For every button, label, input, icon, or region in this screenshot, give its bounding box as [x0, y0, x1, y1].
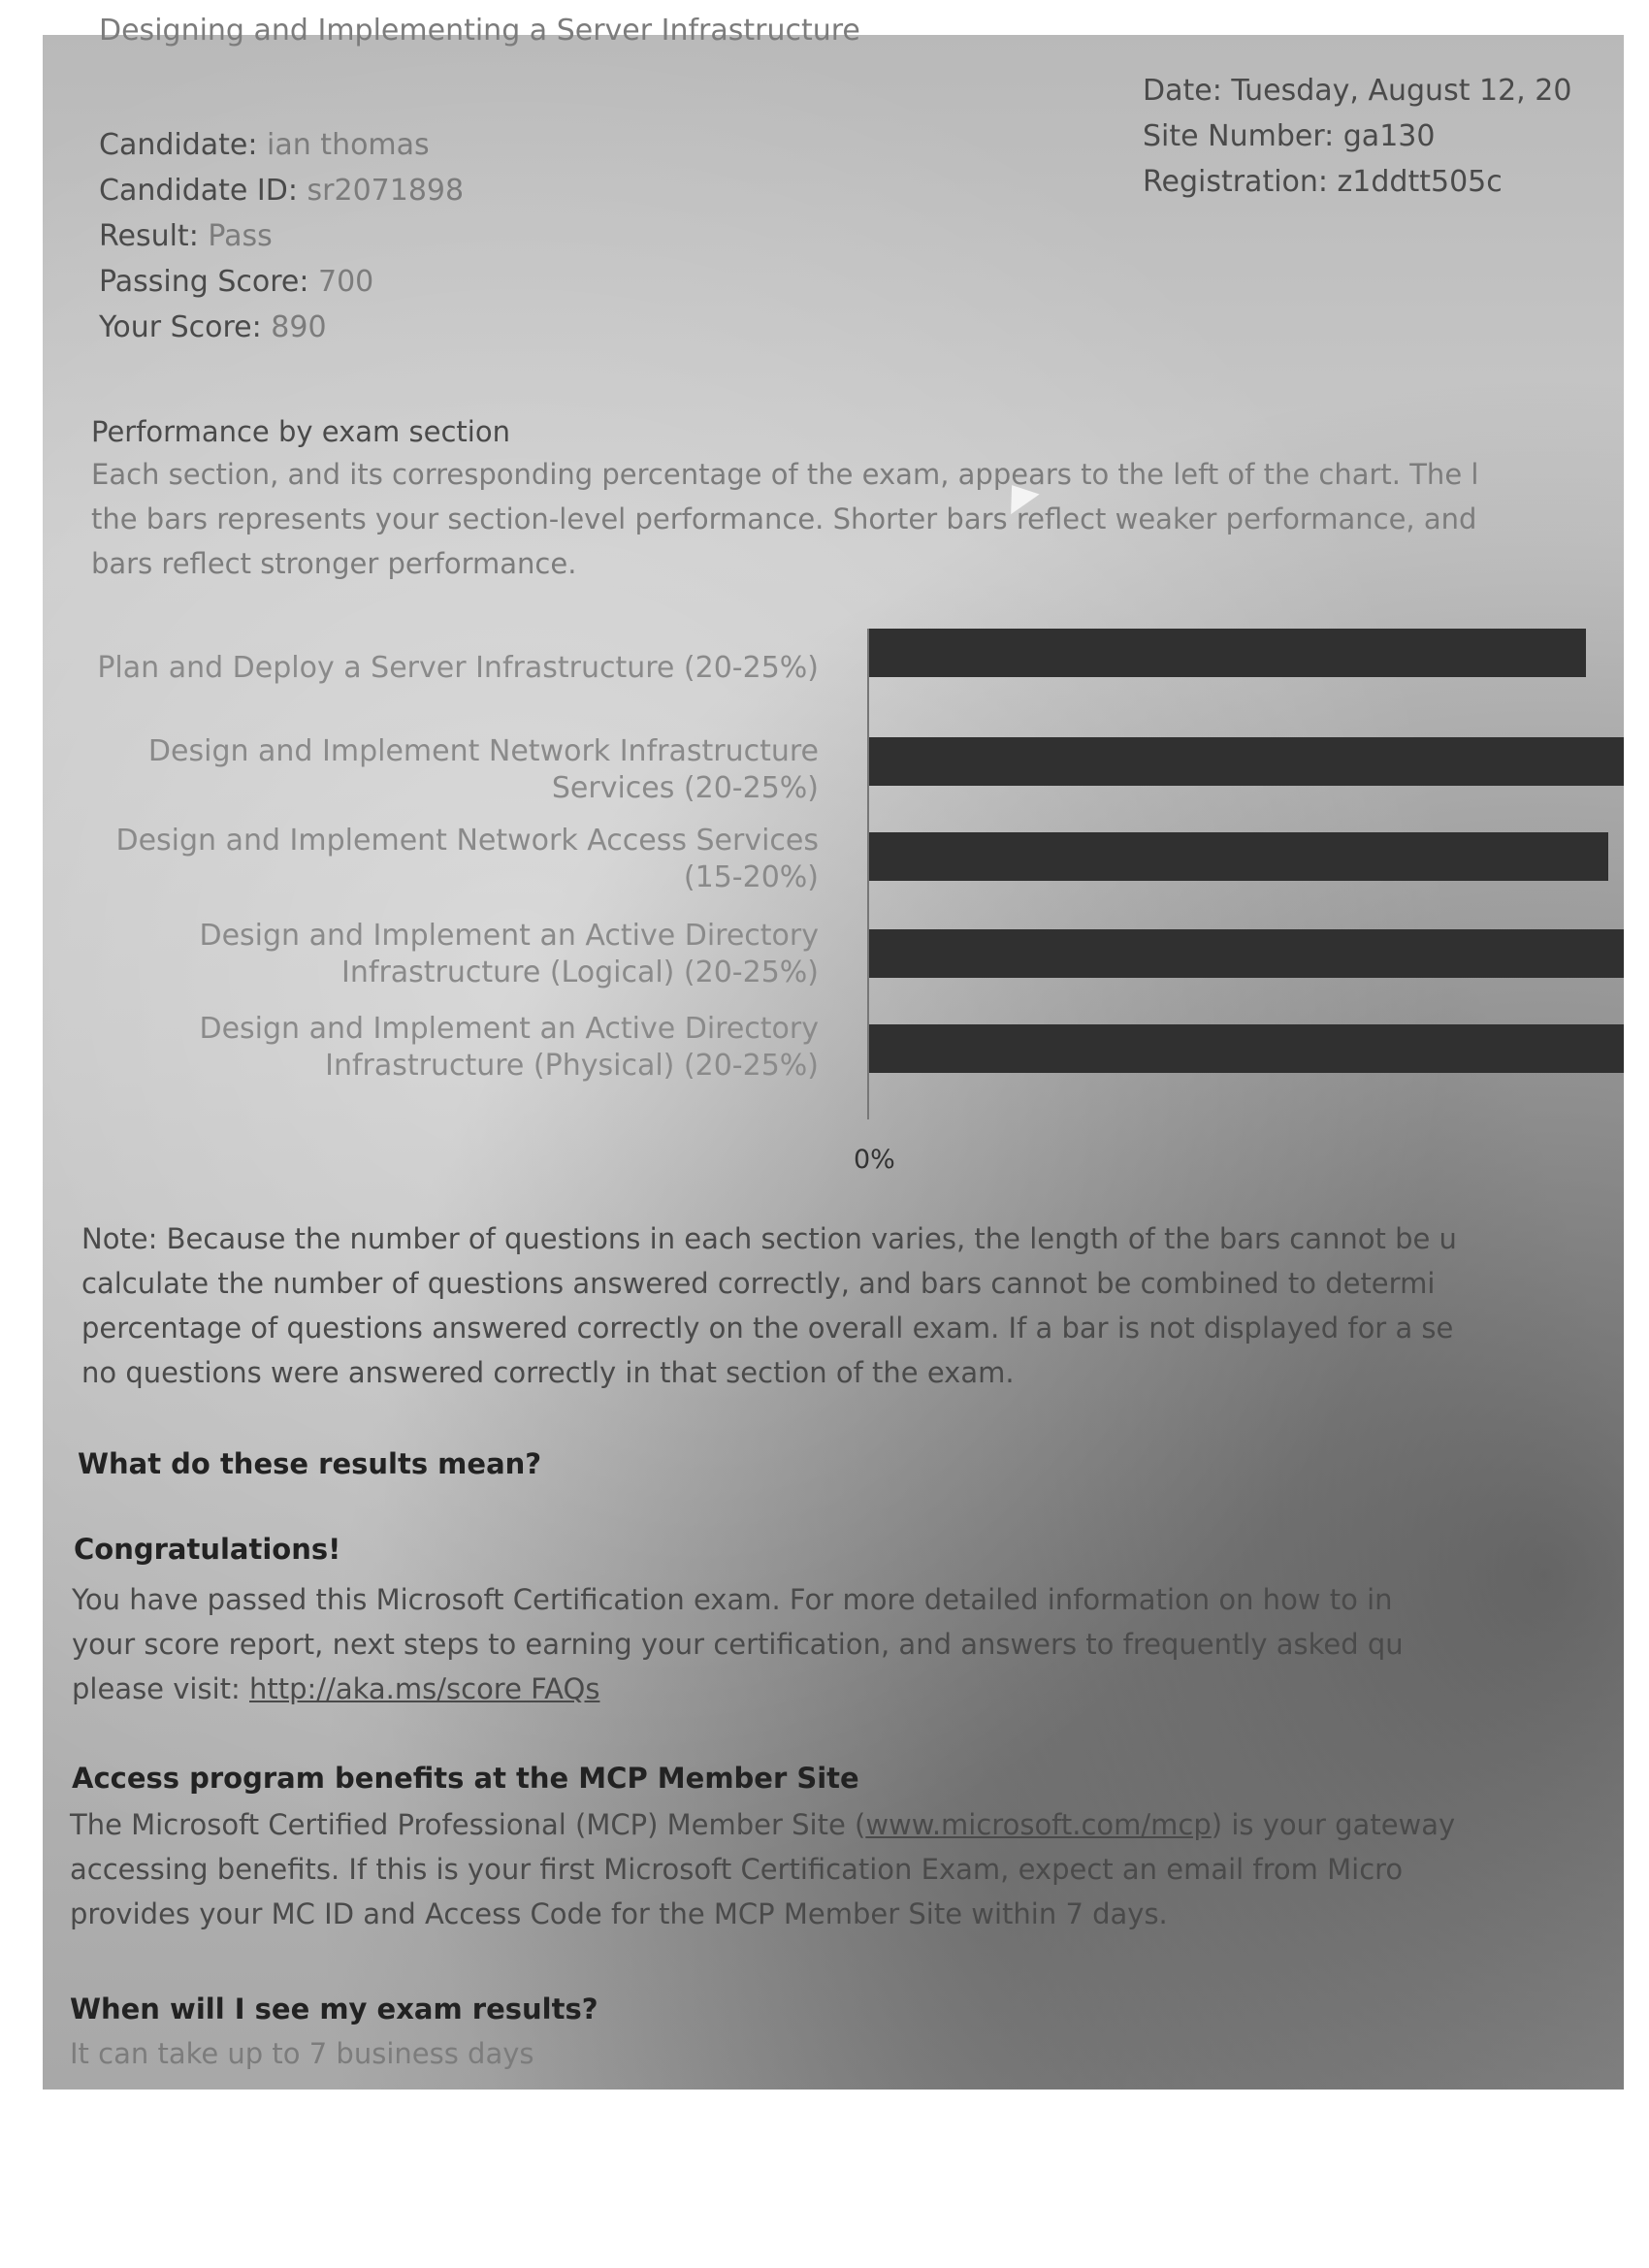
- note-line: no questions were answered correctly in that section of the exam.: [81, 1356, 1015, 1389]
- category-label: Design and Implement Network Infrastructure Services (20-25%): [147, 734, 819, 805]
- result-value: Pass: [208, 219, 273, 253]
- access-line: provides your MC ID and Access Code for the MCP Member Site within 7 days.: [70, 1897, 1168, 1930]
- score-report: [43, 14, 1624, 2090]
- access-line-start: The Microsoft Certified Professional (MCP) Member Site (: [70, 1808, 866, 1841]
- results-heading: What do these results mean?: [78, 1447, 542, 1480]
- passing-score-value: 700: [318, 265, 374, 299]
- your-score-value: 890: [271, 310, 327, 344]
- site-number: Site Number: ga130: [1143, 119, 1436, 153]
- score-faq-link[interactable]: http://aka.ms/score FAQs: [249, 1672, 600, 1705]
- result-row: [99, 219, 273, 253]
- candidate-id-value: sr2071898: [307, 174, 465, 208]
- category-label: Design and Implement Network Access Services (15-20%): [115, 824, 819, 894]
- congrats-link-row: [72, 1667, 599, 1711]
- passing-score-label: Passing Score:: [99, 265, 309, 299]
- note-line: percentage of questions answered correctly on the overall exam. If a bar is not displayed for a se: [81, 1312, 1454, 1345]
- your-score-label: Your Score:: [99, 310, 262, 344]
- candidate-row: [99, 128, 430, 162]
- candidate-id-label: Candidate ID:: [99, 174, 298, 208]
- chart-bar: [869, 929, 1624, 978]
- congrats-line: You have passed this Microsoft Certification exam. For more detailed information on how to in: [72, 1583, 1393, 1616]
- your-score-row: [99, 310, 327, 344]
- congrats-line: please visit:: [72, 1672, 241, 1705]
- performance-line: bars reflect stronger performance.: [91, 547, 577, 580]
- access-line-end: ) is your gateway: [1211, 1808, 1456, 1841]
- category-label: Design and Implement an Active Directory Infrastructure (Physical) (20-25%): [199, 1012, 819, 1083]
- exam-title: Designing and Implementing a Server Infrastructure: [99, 14, 860, 48]
- access-line: [70, 1802, 1455, 1847]
- x-tick-label: 0%: [854, 1145, 895, 1175]
- note-line: Note: Because the number of questions in each section varies, the length of the bars cannot be u: [81, 1222, 1457, 1255]
- when-heading: When will I see my exam results?: [70, 1993, 598, 2025]
- category-label: Design and Implement an Active Directory Infrastructure (Logical) (20-25%): [199, 919, 819, 989]
- congrats-line: your score report, next steps to earning your certification, and answers to frequently asked qu: [72, 1628, 1404, 1661]
- note-line: calculate the number of questions answered correctly, and bars cannot be combined to determi: [81, 1267, 1436, 1300]
- candidate-label: Candidate:: [99, 128, 258, 162]
- passing-score-row: [99, 265, 373, 299]
- exam-date: Date: Tuesday, August 12, 20: [1143, 74, 1572, 108]
- chart-bar: [869, 737, 1624, 786]
- performance-heading: Performance by exam section: [91, 415, 510, 448]
- result-label: Result:: [99, 219, 199, 253]
- congrats-heading: Congratulations!: [74, 1533, 341, 1566]
- when-line: It can take up to 7 business days: [70, 2037, 534, 2070]
- performance-line: the bars represents your section-level performance. Shorter bars reflect weaker performance, and: [91, 502, 1477, 535]
- access-heading: Access program benefits at the MCP Member Site: [72, 1762, 859, 1795]
- access-line: accessing benefits. If this is your first Microsoft Certification Exam, expect an email from Micro: [70, 1853, 1404, 1886]
- mcp-site-link[interactable]: www.microsoft.com/mcp: [865, 1808, 1212, 1841]
- candidate-value: ian thomas: [267, 128, 430, 162]
- chart-bar: [869, 1024, 1624, 1073]
- scanned-photo: [43, 14, 1624, 2090]
- category-label: Plan and Deploy a Server Infrastructure (20-25%): [97, 651, 819, 685]
- chart-bar: [869, 832, 1608, 881]
- chart-bar: [869, 629, 1586, 677]
- registration: Registration: z1ddtt505c: [1143, 165, 1503, 199]
- candidate-id-row: [99, 174, 464, 208]
- performance-line: Each section, and its corresponding percentage of the exam, appears to the left of the chart. The l: [91, 458, 1479, 491]
